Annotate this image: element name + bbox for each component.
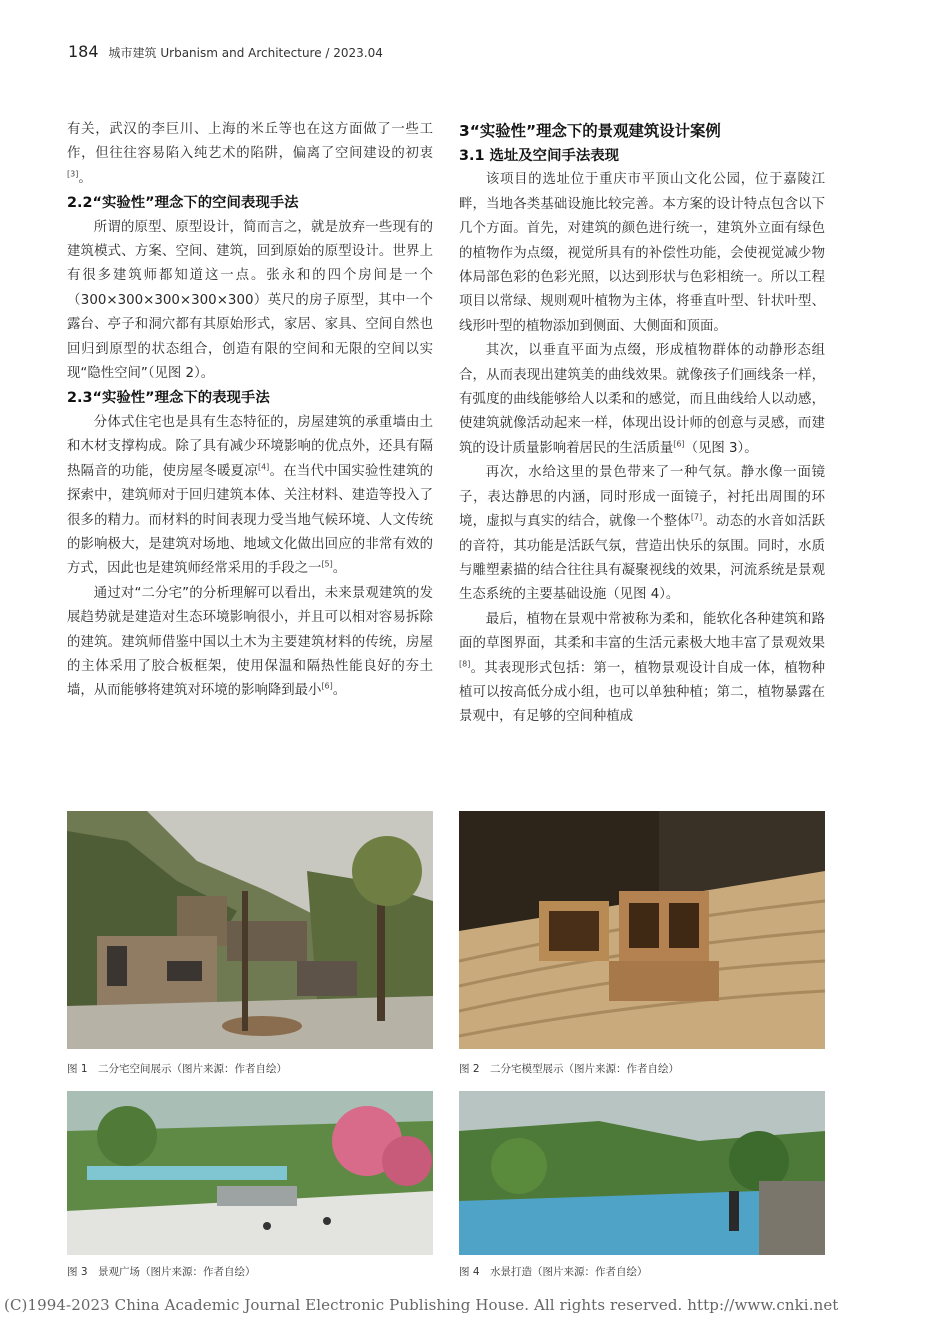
- citation-ref[interactable]: [3]: [67, 169, 79, 179]
- figure-3-photo: [67, 1091, 433, 1255]
- figure-2-photo: [459, 811, 825, 1049]
- figure-4-photo: [459, 1091, 825, 1255]
- paragraph: 再次，水给这里的景色带来了一种气氛。静水像一面镜子，表达静思的内涵，同时形成一面镜子，衬托出周围的环境，虚拟与真实的结合，就像一个整体[7]。动态的水音如活跃的音符，其功能是活跃气氛，营造出快乐的氛围。同时，水质与雕塑素描的结合往往具有凝聚视线的效果，河流系统是景观生态系统的主要基础设施（见图 4）。: [459, 465, 825, 603]
- section-heading-2-3: 2.3“实验性”理念下的表现手法: [67, 390, 270, 407]
- figure-2-caption: 图 2 二分宅模型展示（图片来源：作者自绘）: [459, 1063, 680, 1075]
- section-heading-3: 3“实验性”理念下的景观建筑设计案例: [459, 122, 721, 140]
- copyright-footer: (C)1994-2023 China Academic Journal Electronic Publishing House. All rights reserved. http://www.cnki.net: [4, 1296, 839, 1314]
- paragraph: 所谓的原型、原型设计，简而言之，就是放弃一些现有的建筑模式、方案、空间、建筑，回到原始的原型设计。世界上有很多建筑师都知道这一点。张永和的四个房间是一个（300×300×300×300×300）英尺的房子原型，其中一个露台、亭子和洞穴都有其原始形式，家居、家具、空间自然也回归到原型的状态组合，创造有限的空间和无限的空间以实现“隐性空间”（见图 2）。: [67, 219, 433, 382]
- paragraph: 最后，植物在景观中常被称为柔和，能软化各种建筑和路面的草图界面，其柔和丰富的生活元素极大地丰富了景观效果[8]。其表现形式包括：第一，植物景观设计自成一体，植物种植可以按高低分成小组，也可以单独种植；第二，植物暴露在景观中，有足够的空间种植成: [459, 611, 825, 725]
- citation-ref[interactable]: [7]: [690, 512, 703, 522]
- right-column: [459, 118, 825, 730]
- left-column: [67, 118, 433, 704]
- citation-ref[interactable]: [6]: [321, 681, 333, 691]
- figure-1-photo: [67, 811, 433, 1049]
- page-number: 184: [68, 42, 99, 61]
- figure-3-caption: 图 3 景观广场（图片来源：作者自绘）: [67, 1266, 256, 1278]
- running-header: [68, 42, 383, 62]
- paragraph: 分体式住宅也是具有生态特征的，房屋建筑的承重墙由土和木材支撑构成。除了具有减少环境影响的优点外，还具有隔热隔音的功能，使房屋冬暖夏凉[4]。在当代中国实验性建筑的探索中，建筑师对于回归建筑本体、关注材料、建造等投入了很多的精力。而材料的时间表现力受当地气候环境、人文传统的影响极大，是建筑对场地、地域文化做出回应的非常有效的方式，因此也是建筑师经常采用的手段之一[5]。: [67, 414, 433, 577]
- paragraph: 其次，以垂直平面为点缀，形成植物群体的动静形态组合，从而表现出建筑美的曲线效果。就像孩子们画线条一样，有弧度的曲线能够给人以柔和的感觉，而且曲线给人以动感，使建筑就像活动起来一样，体现出设计师的创意与灵感，而建筑的设计质量影响着居民的生活质量[6]（见图 3）。: [459, 343, 825, 456]
- section-heading-2-2: 2.2“实验性”理念下的空间表现手法: [67, 195, 299, 212]
- figure-1-caption: 图 1 二分宅空间展示（图片来源：作者自绘）: [67, 1063, 288, 1075]
- figure-4-caption: 图 4 水景打造（图片来源：作者自绘）: [459, 1266, 648, 1278]
- paragraph: 有关，武汉的李巨川、上海的米丘等也在这方面做了一些工作，但往往容易陷入纯艺术的陷阱，偏离了空间建设的初衷[3]。: [67, 122, 433, 186]
- citation-ref[interactable]: [5]: [321, 559, 333, 569]
- paragraph: 通过对“二分宅”的分析理解可以看出，未来景观建筑的发展趋势就是建造对生态环境影响很小，并且可以相对容易拆除的建筑。建筑师借鉴中国以土木为主要建筑材料的传统，房屋的主体采用了胶合板框架，使用保温和隔热性能良好的夯土墙，从而能够将建筑对环境的影响降到最小[6]。: [67, 585, 433, 699]
- citation-ref[interactable]: [8]: [459, 659, 471, 669]
- citation-ref[interactable]: [4]: [257, 462, 270, 472]
- citation-ref[interactable]: [6]: [673, 439, 685, 449]
- paragraph: 该项目的选址位于重庆市平顶山文化公园，位于嘉陵江畔，当地各类基础设施比较完善。本方案的设计特点包含以下几个方面。首先，对建筑的颜色进行统一，建筑外立面有绿色的植物作为点缀，视觉所具有的补偿性功能，会使视觉减少物体局部色彩的色彩光照，以达到形状与色彩相统一。所以工程项目以常绿、规则观叶植物为主体，将垂直叶型、针状叶型、线形叶型的植物添加到侧面、大侧面和顶面。: [459, 172, 825, 334]
- journal-title: 城市建筑 Urbanism and Architecture / 2023.04: [108, 46, 383, 60]
- section-heading-3-1: 3.1 选址及空间手法表现: [459, 148, 620, 164]
